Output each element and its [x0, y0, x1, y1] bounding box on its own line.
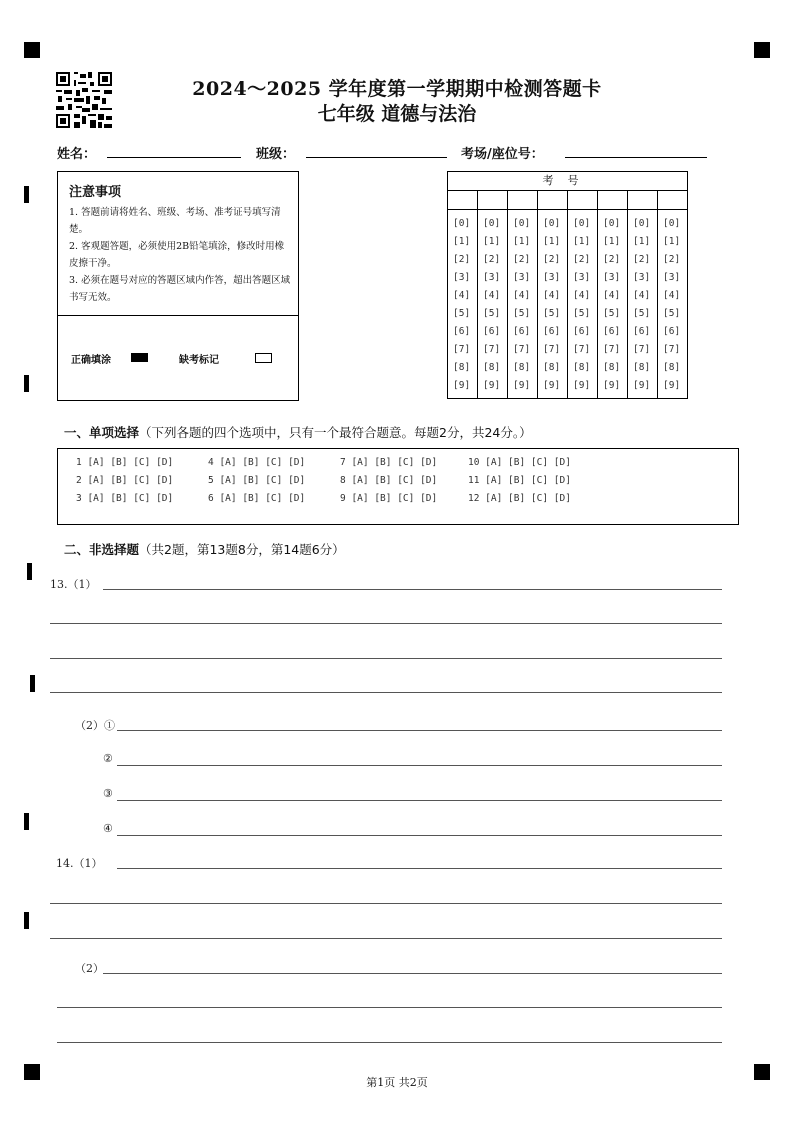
section1-title: 一、单项选择 — [64, 425, 140, 440]
exam-digit-bubble[interactable]: [1] — [633, 236, 651, 247]
exam-digit-bubble[interactable]: [6] — [663, 326, 681, 337]
answer-line[interactable] — [117, 730, 722, 731]
exam-digit-bubble[interactable]: [4] — [543, 290, 561, 301]
section1-header — [64, 423, 532, 441]
notice-item: 2. 客观题答题，必须使用2B铅笔填涂，修改时用橡皮擦干净。 — [69, 241, 285, 269]
exam-digit-bubble[interactable]: [9] — [513, 380, 531, 391]
mc-item[interactable]: 2 [A] [B] [C] [D] — [76, 475, 174, 486]
exam-digit-bubble[interactable]: [2] — [513, 254, 531, 265]
section2-desc: （共2题，第13题8分，第14题6分） — [139, 542, 345, 557]
answer-line[interactable] — [103, 589, 722, 590]
exam-digit-bubble[interactable]: [8] — [483, 362, 501, 373]
exam-digit-bubble[interactable]: [3] — [513, 272, 531, 283]
exam-digit-bubble[interactable]: [9] — [483, 380, 501, 391]
notice-divider — [58, 315, 298, 316]
exam-digit-bubble[interactable]: [4] — [603, 290, 621, 301]
exam-digit-bubble[interactable]: [3] — [603, 272, 621, 283]
answer-line[interactable] — [50, 658, 722, 659]
exam-number-header: 考号 — [448, 172, 687, 191]
page-subtitle: 七年级 道德与法治 — [317, 103, 477, 125]
exam-digit-bubble[interactable]: [0] — [603, 218, 621, 229]
exam-digit-bubble[interactable]: [4] — [483, 290, 501, 301]
exam-digit-bubble[interactable]: [5] — [633, 308, 651, 319]
exam-digit-bubble[interactable]: [1] — [453, 236, 471, 247]
mc-item[interactable]: 11 [A] [B] [C] [D] — [468, 475, 571, 486]
answer-line[interactable] — [50, 903, 722, 904]
exam-digit-bubble[interactable]: [0] — [573, 218, 591, 229]
answer-line[interactable] — [50, 938, 722, 939]
exam-digit-bubble[interactable]: [5] — [513, 308, 531, 319]
answer-line[interactable] — [50, 623, 722, 624]
exam-digit-bubble[interactable]: [6] — [633, 326, 651, 337]
exam-digit-bubble[interactable]: [8] — [513, 362, 531, 373]
notice-box — [57, 171, 299, 401]
timing-mark — [30, 675, 35, 692]
exam-digit-bubble[interactable]: [7] — [633, 344, 651, 355]
exam-digit-bubble[interactable]: [6] — [483, 326, 501, 337]
grid-divider — [448, 209, 687, 210]
grid-divider — [477, 190, 478, 398]
exam-digit-bubble[interactable]: [2] — [543, 254, 561, 265]
mc-item[interactable]: 12 [A] [B] [C] [D] — [468, 493, 571, 504]
exam-digit-bubble[interactable]: [1] — [663, 236, 681, 247]
timing-mark — [24, 813, 29, 830]
exam-digit-bubble[interactable]: [6] — [573, 326, 591, 337]
grid-divider — [657, 190, 658, 398]
name-field[interactable] — [107, 157, 241, 158]
section2-title: 二、非选择题 — [64, 542, 140, 557]
mc-item[interactable]: 1 [A] [B] [C] [D] — [76, 457, 174, 468]
exam-digit-bubble[interactable]: [4] — [453, 290, 471, 301]
timing-mark — [24, 186, 29, 203]
class-label: 班级： — [256, 147, 296, 162]
answer-line[interactable] — [117, 868, 722, 869]
exam-digit-bubble[interactable]: [4] — [633, 290, 651, 301]
mc-item[interactable]: 7 [A] [B] [C] [D] — [340, 457, 438, 468]
exam-digit-bubble[interactable]: [6] — [603, 326, 621, 337]
exam-digit-bubble[interactable]: [9] — [543, 380, 561, 391]
exam-digit-bubble[interactable]: [9] — [453, 380, 471, 391]
q13-1-label: 13.（1） — [50, 578, 97, 591]
mc-item[interactable]: 6 [A] [B] [C] [D] — [208, 493, 306, 504]
answer-line[interactable] — [117, 800, 722, 801]
exam-digit-bubble[interactable]: [9] — [633, 380, 651, 391]
page-title: 2024～2025 学年度第一学期期中检测答题卡 — [192, 78, 602, 100]
exam-digit-bubble[interactable]: [8] — [663, 362, 681, 373]
exam-digit-bubble[interactable]: [1] — [483, 236, 501, 247]
q13-2-label: （2）① — [75, 719, 115, 732]
exam-digit-bubble[interactable]: [8] — [543, 362, 561, 373]
exam-digit-bubble[interactable]: [6] — [543, 326, 561, 337]
grid-divider — [537, 190, 538, 398]
exam-digit-bubble[interactable]: [4] — [513, 290, 531, 301]
exam-digit-bubble[interactable]: [7] — [483, 344, 501, 355]
answer-line[interactable] — [57, 1042, 722, 1043]
mc-item[interactable]: 5 [A] [B] [C] [D] — [208, 475, 306, 486]
mc-item[interactable]: 9 [A] [B] [C] [D] — [340, 493, 438, 504]
exam-digit-bubble[interactable]: [2] — [573, 254, 591, 265]
exam-digit-bubble[interactable]: [7] — [663, 344, 681, 355]
exam-digit-bubble[interactable]: [8] — [453, 362, 471, 373]
exam-digit-bubble[interactable]: [2] — [663, 254, 681, 265]
answer-line[interactable] — [57, 1007, 722, 1008]
exam-digit-bubble[interactable]: [9] — [663, 380, 681, 391]
seat-label: 考场/座位号： — [461, 147, 544, 162]
class-field[interactable] — [306, 157, 447, 158]
exam-digit-bubble[interactable]: [4] — [663, 290, 681, 301]
grid-divider — [507, 190, 508, 398]
answer-line[interactable] — [117, 835, 722, 836]
mc-item[interactable]: 4 [A] [B] [C] [D] — [208, 457, 306, 468]
mc-answer-box — [57, 448, 739, 525]
exam-digit-bubble[interactable]: [6] — [453, 326, 471, 337]
mc-item[interactable]: 3 [A] [B] [C] [D] — [76, 493, 174, 504]
timing-mark — [27, 563, 32, 580]
exam-digit-bubble[interactable]: [2] — [483, 254, 501, 265]
answer-line[interactable] — [117, 765, 722, 766]
exam-digit-bubble[interactable]: [5] — [483, 308, 501, 319]
mc-item[interactable]: 8 [A] [B] [C] [D] — [340, 475, 438, 486]
exam-digit-bubble[interactable]: [1] — [573, 236, 591, 247]
q13-2-item-label: ④ — [103, 822, 113, 835]
exam-digit-bubble[interactable]: [2] — [633, 254, 651, 265]
timing-mark — [24, 375, 29, 392]
exam-digit-bubble[interactable]: [5] — [453, 308, 471, 319]
grid-divider — [567, 190, 568, 398]
corner-mark-top-left — [24, 42, 40, 58]
exam-digit-bubble[interactable]: [2] — [603, 254, 621, 265]
answer-line[interactable] — [103, 973, 722, 974]
seat-field[interactable] — [565, 157, 707, 158]
q13-2-item-label: ② — [103, 752, 113, 765]
corner-mark-top-right — [754, 42, 770, 58]
exam-digit-bubble[interactable]: [2] — [453, 254, 471, 265]
exam-digit-bubble[interactable]: [0] — [543, 218, 561, 229]
exam-digit-bubble[interactable]: [6] — [513, 326, 531, 337]
answer-line[interactable] — [50, 692, 722, 693]
exam-digit-bubble[interactable]: [3] — [663, 272, 681, 283]
timing-mark — [24, 912, 29, 929]
exam-digit-bubble[interactable]: [7] — [543, 344, 561, 355]
correct-fill-label: 正确填涂 — [71, 355, 111, 366]
name-label: 姓名： — [57, 147, 97, 162]
section1-desc: （下列各题的四个选项中，只有一个最符合题意。每题2分，共24分。） — [139, 425, 532, 440]
exam-digit-bubble[interactable]: [3] — [573, 272, 591, 283]
exam-digit-bubble[interactable]: [5] — [543, 308, 561, 319]
q14-2-label: （2） — [75, 962, 104, 975]
notice-item: 3. 必须在题号对应的答题区域内作答，超出答题区域书写无效。 — [69, 275, 291, 303]
grid-divider — [597, 190, 598, 398]
exam-digit-bubble[interactable]: [0] — [663, 218, 681, 229]
mc-item[interactable]: 10 [A] [B] [C] [D] — [468, 457, 571, 468]
q14-1-label: 14.（1） — [56, 857, 103, 870]
exam-digit-bubble[interactable]: [1] — [603, 236, 621, 247]
exam-digit-bubble[interactable]: [3] — [483, 272, 501, 283]
exam-digit-bubble[interactable]: [9] — [573, 380, 591, 391]
q13-2-item-label: ③ — [103, 787, 113, 800]
exam-digit-bubble[interactable]: [8] — [633, 362, 651, 373]
notice-title: 注意事项 — [69, 185, 122, 200]
notice-item: 1. 答题前请将姓名、班级、考场、准考证号填写清楚。 — [69, 207, 281, 235]
page-footer: 第1页 共2页 — [366, 1076, 428, 1089]
exam-digit-bubble[interactable]: [8] — [573, 362, 591, 373]
exam-digit-bubble[interactable]: [3] — [543, 272, 561, 283]
exam-digit-bubble[interactable]: [3] — [453, 272, 471, 283]
exam-digit-bubble[interactable]: [0] — [483, 218, 501, 229]
exam-digit-bubble[interactable]: [0] — [453, 218, 471, 229]
exam-digit-bubble[interactable]: [8] — [603, 362, 621, 373]
exam-digit-bubble[interactable]: [9] — [603, 380, 621, 391]
exam-digit-bubble[interactable]: [5] — [663, 308, 681, 319]
exam-digit-bubble[interactable]: [7] — [603, 344, 621, 355]
exam-digit-bubble[interactable]: [7] — [513, 344, 531, 355]
exam-number-grid — [447, 171, 688, 399]
exam-digit-bubble[interactable]: [1] — [543, 236, 561, 247]
exam-digit-bubble[interactable]: [0] — [513, 218, 531, 229]
grid-divider — [627, 190, 628, 398]
exam-digit-bubble[interactable]: [3] — [633, 272, 651, 283]
absent-mark-label: 缺考标记 — [179, 355, 219, 366]
exam-digit-bubble[interactable]: [7] — [573, 344, 591, 355]
absent-mark-box[interactable] — [255, 353, 272, 363]
exam-digit-bubble[interactable]: [5] — [603, 308, 621, 319]
section2-header — [64, 540, 345, 558]
exam-digit-bubble[interactable]: [5] — [573, 308, 591, 319]
correct-fill-sample — [131, 353, 148, 362]
exam-digit-bubble[interactable]: [0] — [633, 218, 651, 229]
exam-digit-bubble[interactable]: [1] — [513, 236, 531, 247]
exam-digit-bubble[interactable]: [4] — [573, 290, 591, 301]
exam-digit-bubble[interactable]: [7] — [453, 344, 471, 355]
